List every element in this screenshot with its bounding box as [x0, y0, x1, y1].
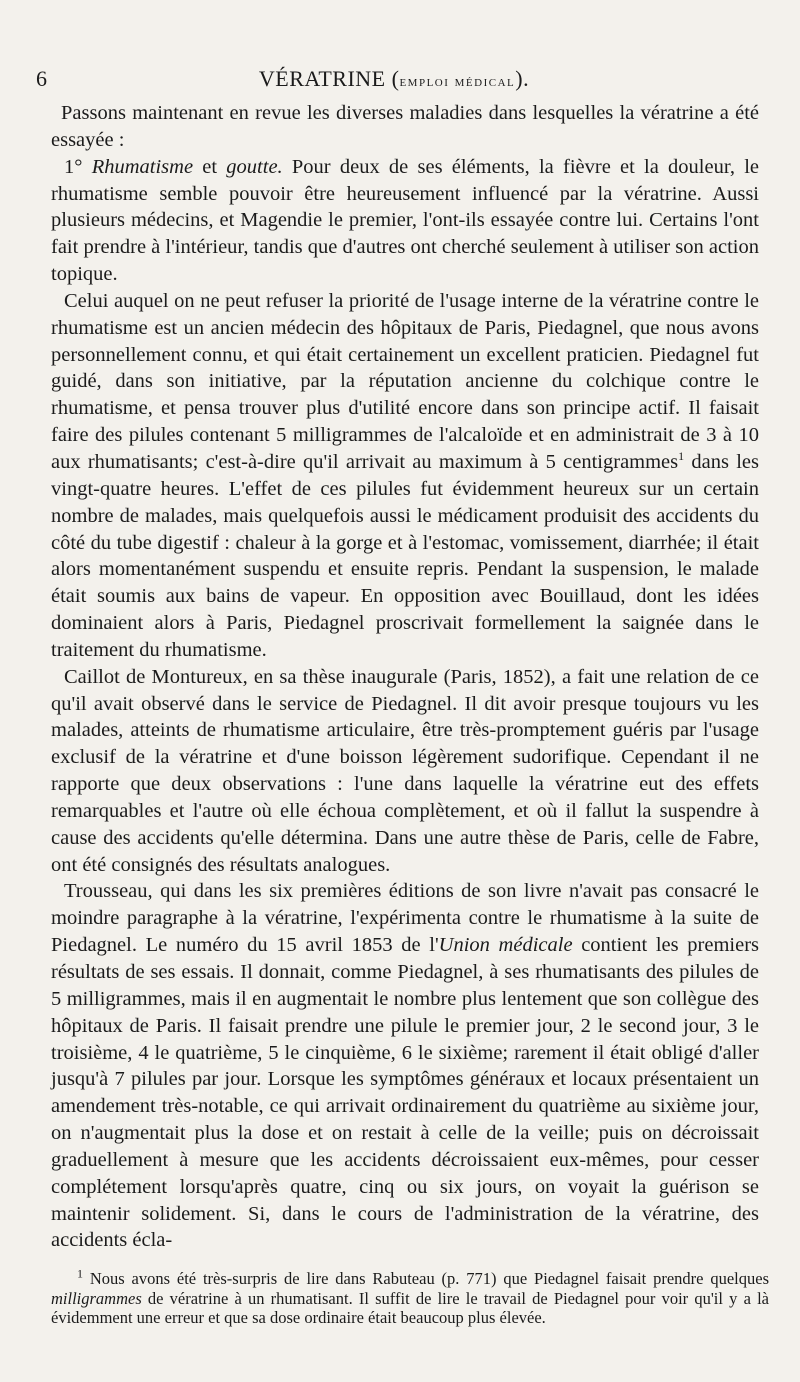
paragraph-trousseau-text-a: Trousseau, qui dans les six premières éditions de son livre n'avait pas consacré le moindre paragraphe à la vératrine, l'expérimenta contre le rhumatisme à la suite de Piedagnel. Le numéro du 15 avril 1853 de l' — [51, 880, 759, 957]
footnote-text-b: de vératrine à un rhumatisant. Il suffit de lire le travail de Piedagnel pour voir qu'il y a là évidemment une erreur et que sa dose ordinaire était beaucoup plus élevée. — [51, 1288, 769, 1327]
section-title-goutte: goutte. — [226, 155, 283, 178]
footnote-marker: 1 — [77, 1266, 83, 1281]
running-title-main: VÉRATRINE ( — [258, 66, 400, 91]
page-number: 6 — [36, 66, 47, 91]
paragraph-rhumatisme — [51, 154, 759, 288]
paragraph-intro — [51, 100, 759, 154]
body-text — [51, 100, 759, 1254]
paragraph-rhumatisme-text: Pour deux de ses éléments, la fièvre et la douleur, le rhumatisme semble pouvoir être heureusement influencé par la vératrine. Aussi plusieurs médecins, et Magendie le premier, l'ont-ils essayée contre lui. Certains l'ont fait prendre à l'intérieur, tandis que d'autres ont cherché seulement à utiliser son action topique. — [51, 155, 760, 286]
footnote-italic: milligrammes — [51, 1288, 142, 1308]
footnotes — [51, 1266, 769, 1328]
footnote-text-a: Nous avons été très-surpris de lire dans Rabuteau (p. 771) que Piedagnel faisait prendre quelques — [83, 1269, 769, 1288]
running-title — [36, 66, 752, 92]
footnote-1 — [51, 1266, 769, 1328]
section-title-rhumatisme: Rhumatisme — [91, 155, 194, 178]
section-title-join: et — [193, 155, 227, 178]
running-title-subtitle: emploi médical — [399, 74, 516, 90]
paragraph-caillot-text: Caillot de Montureux, en sa thèse inaugurale (Paris, 1852), a fait une relation de ce qu'il avait observé dans le service de Piedagnel. Il dit avoir presque toujours vu les malades, atteints de rhumatisme articulaire, être très-promptement guéris par l'usage exclusif de la vératrine et d'une boisson légèrement sudorifique. Cependant il ne rapporte que deux observations : l'une dans laquelle la vératrine eut des effets remarquables et l'autre où elle échoua complètement, et où il fallut la suspendre à cause des accidents qu'elle détermina. Dans une autre thèse de Paris, celle de Fabre, ont été consignés des résultats analogues. — [51, 665, 759, 876]
paragraph-piedagnel-text-b: dans les vingt-quatre heures. L'effet de ces pilules fut évidemment heureux sur un certain nombre de malades, mais quelquefois aussi le médicament produisit des accidents du côté du tube digestif : chaleur à la gorge et à l'estomac, vomissement, diarrhée; il était alors momentanément suspendu et ensuite repris. Pendant la suspension, le malade était soumis aux bains de vapeur. En opposition avec Bouillaud, dont les idées dominaient alors à Paris, Piedagnel proscrivait formellement la saignée dans le traitement du rhumatisme. — [51, 450, 760, 661]
footnote-reference[interactable]: 1 — [678, 449, 685, 464]
paragraph-trousseau-text-b: contient les premiers résultats de ses essais. Il donnait, comme Piedagnel, à ses rhumatisants des pilules de 5 milligrammes, mais il en augmentait le nombre plus lentement que son collègue des hôpitaux de Paris. Il faisait prendre une pilule le premier jour, 2 le second jour, 3 le troisième, 4 le quatrième, 5 le cinquième, 6 le sixième; rarement il était obligé d'aller jusqu'à 7 pilules par jour. Lorsque les symptômes généraux et locaux présentaient un amendement très-notable, ce qui arrivait ordinairement du quatrième au sixième jour, on n'augmentait plus la dose et on restait à celle de la veille; puis on décroissait graduellement à mesure que les accidents décroissaient eux-mêmes, pour cesser complétement lorsqu'après quatre, cinq ou six jours, on voyait la guérison se maintenir solidement. Si, dans le cours de l'administration de la vératrine, des accidents écla- — [51, 934, 759, 1252]
paragraph-piedagnel — [51, 288, 759, 664]
paragraph-piedagnel-text-a: Celui auquel on ne peut refuser la priorité de l'usage interne de la vératrine contre le rhumatisme est un ancien médecin des hôpitaux de Paris, Piedagnel, que nous avons personnellement connu, et qui était certainement un excellent praticien. Piedagnel fut guidé, dans son initiative, par la réputation ancienne du colchique contre le rhumatisme, et pensa trouver plus d'utilité encore dans son principe actif. Il faisait faire des pilules contenant 5 milligrammes de l'alcaloïde et en administrait de 3 à 10 aux rhumatisants; c'est-à-dire qu'il arrivait au maximum à 5 centigrammes — [51, 289, 759, 473]
page-header — [36, 66, 752, 98]
paragraph-caillot — [51, 664, 759, 879]
running-title-end: ). — [515, 66, 530, 91]
journal-title: Union médicale — [438, 934, 573, 957]
paragraph-intro-text: Passons maintenant en revue les diverses maladies dans lesquelles la vératrine a été essayée : — [51, 102, 759, 151]
paragraph-trousseau — [51, 878, 759, 1254]
section-number: 1° — [64, 155, 92, 178]
